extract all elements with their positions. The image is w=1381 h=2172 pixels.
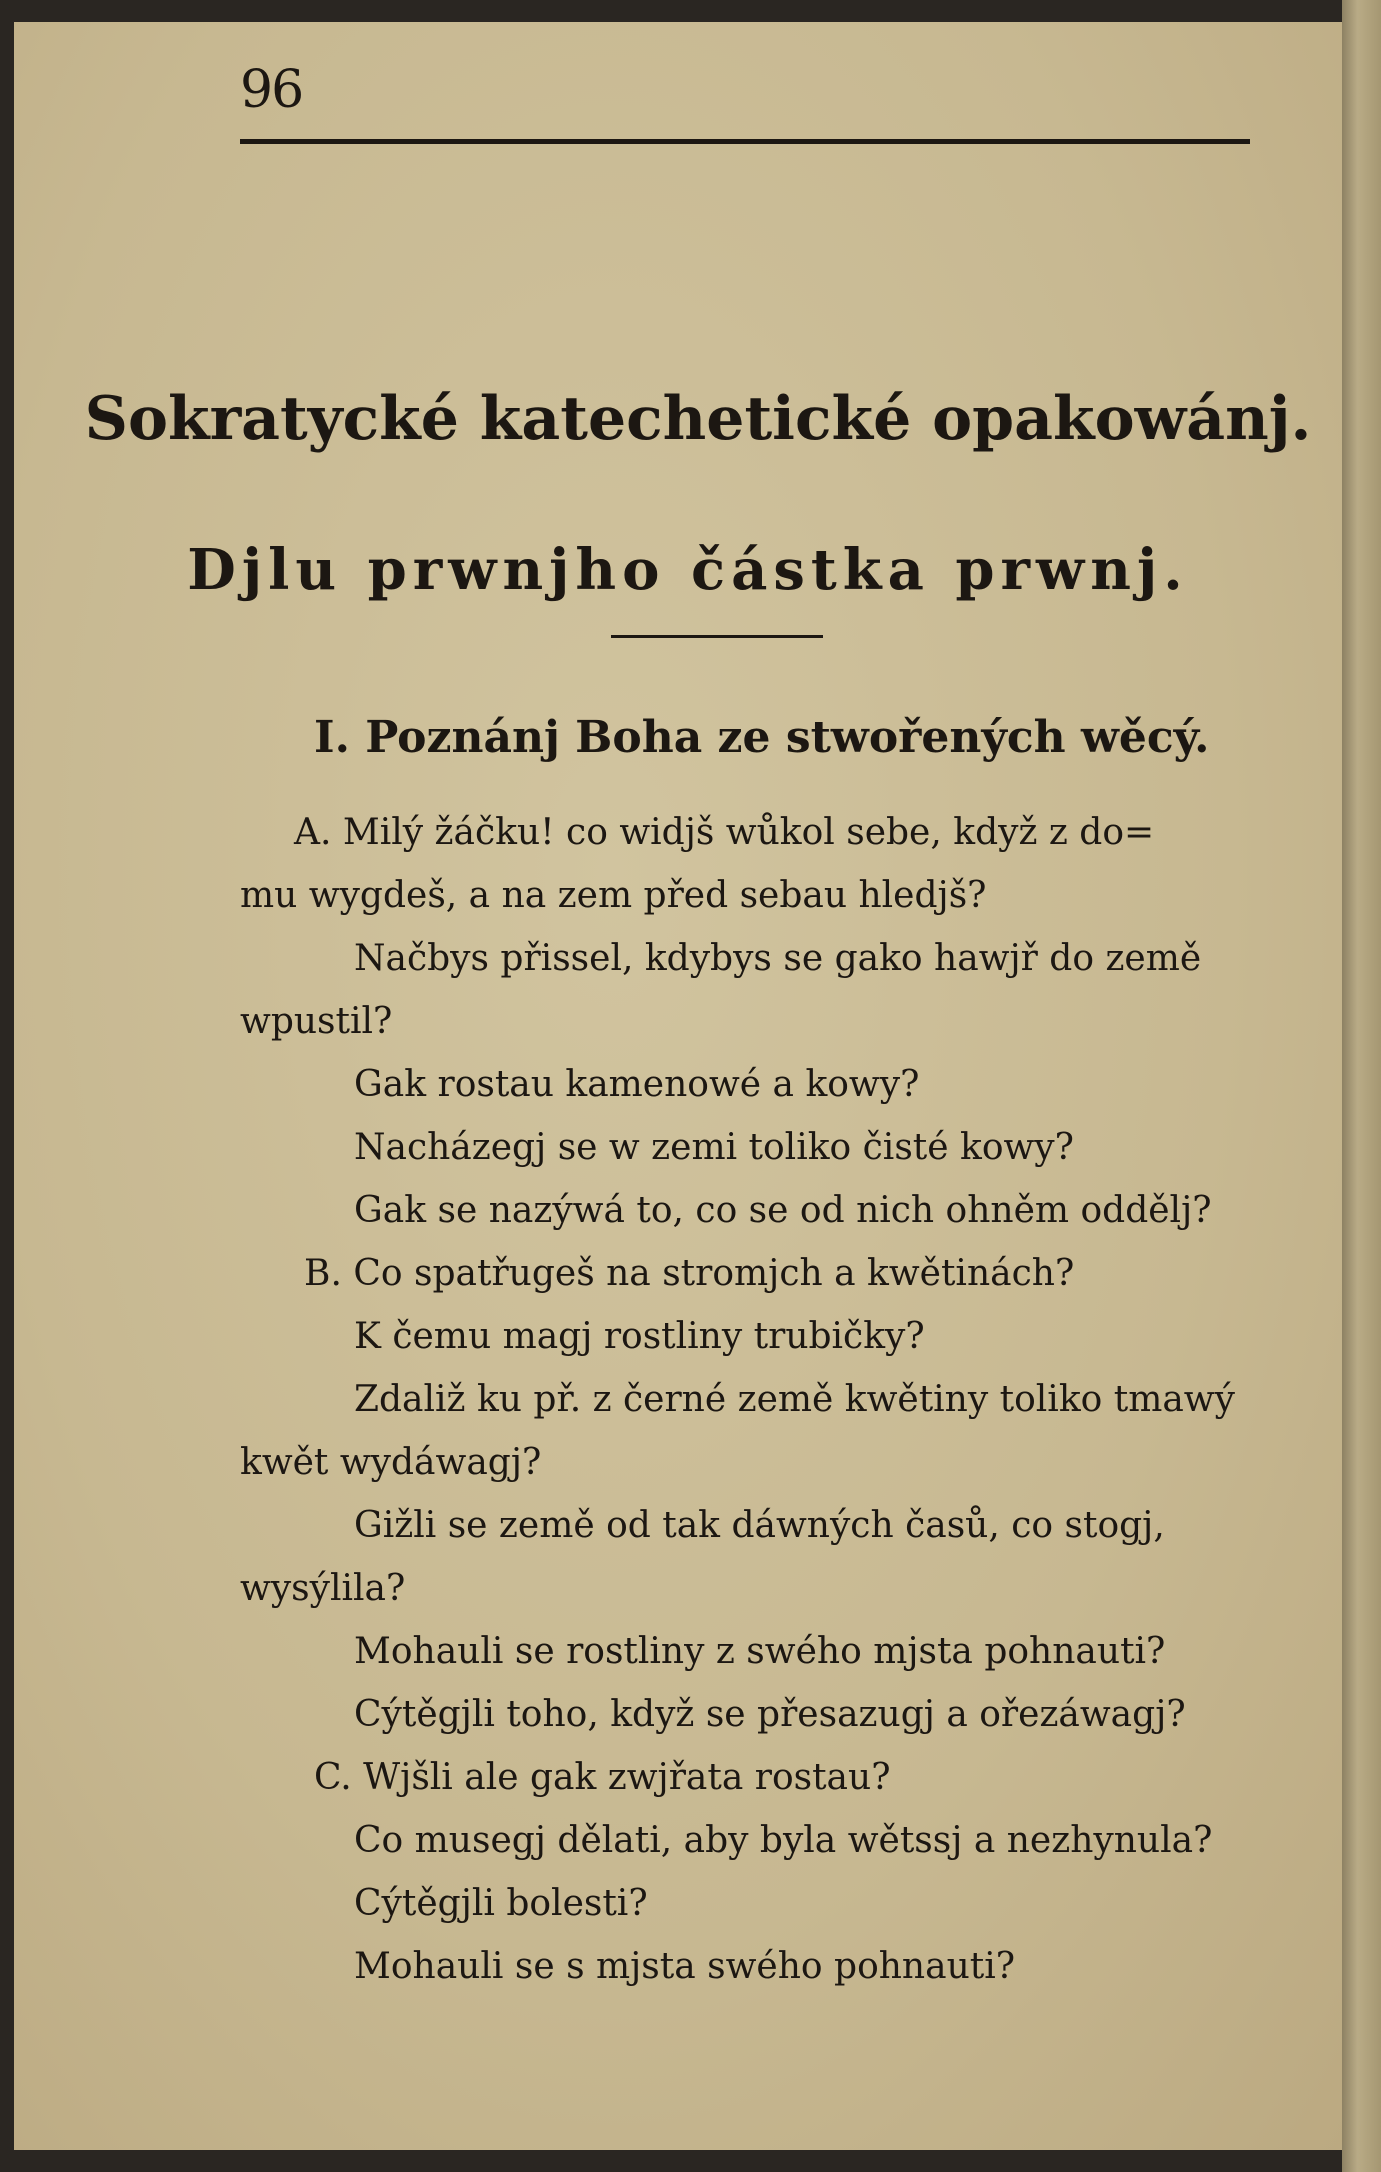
text-line: Zdaliž ku př. z černé země kwětiny toliko tmawý: [354, 1379, 1235, 1420]
text-line: Cýtěgjli toho, když se přesazugj a ořezáwagj?: [354, 1694, 1186, 1735]
text-line: Gak se nazýwá to, co se od nich ohněm oddělj?: [354, 1190, 1212, 1231]
page-title: Sokratycké katechetické opakowánj.: [84, 384, 1312, 454]
text-line: Nacházegj se w zemi toliko čisté kowy?: [354, 1127, 1074, 1168]
text-line: A. Milý žáčku! co widjš wůkol sebe, když z do=: [294, 812, 1155, 853]
text-line: wysýlila?: [240, 1568, 406, 1609]
text-line: kwět wydáwagj?: [240, 1442, 542, 1483]
text-line: K čemu magj rostliny trubičky?: [354, 1316, 925, 1357]
page-number: 96: [240, 60, 303, 120]
book-page: [14, 22, 1342, 2150]
text-line: wpustil?: [240, 1001, 393, 1042]
text-line: mu wygdeš, a na zem před sebau hledjš?: [240, 875, 987, 916]
title-rule: [611, 635, 823, 638]
section-heading: I. Poznánj Boha ze stwořených wěcý.: [314, 712, 1210, 763]
book-gutter: [1342, 0, 1381, 2172]
text-line: Gak rostau kamenowé a kowy?: [354, 1064, 920, 1105]
header-rule: [240, 139, 1250, 144]
page-subtitle: Djlu prwnjho částka prwnj.: [187, 537, 1189, 603]
text-line: Cýtěgjli bolesti?: [354, 1883, 648, 1924]
text-line: Načbys přissel, kdybys se gako hawjř do země: [354, 938, 1202, 979]
text-line: Gižli se země od tak dáwných časů, co stogj,: [354, 1505, 1165, 1546]
text-line: Mohauli se rostliny z swého mjsta pohnauti?: [354, 1631, 1166, 1672]
text-line: B. Co spatřugeš na stromjch a kwětinách?: [304, 1253, 1075, 1294]
text-line: C. Wjšli ale gak zwjřata rostau?: [314, 1757, 891, 1798]
text-line: Mohauli se s mjsta swého pohnauti?: [354, 1946, 1016, 1987]
text-line: Co musegj dělati, aby byla wětssj a nezhynula?: [354, 1820, 1213, 1861]
